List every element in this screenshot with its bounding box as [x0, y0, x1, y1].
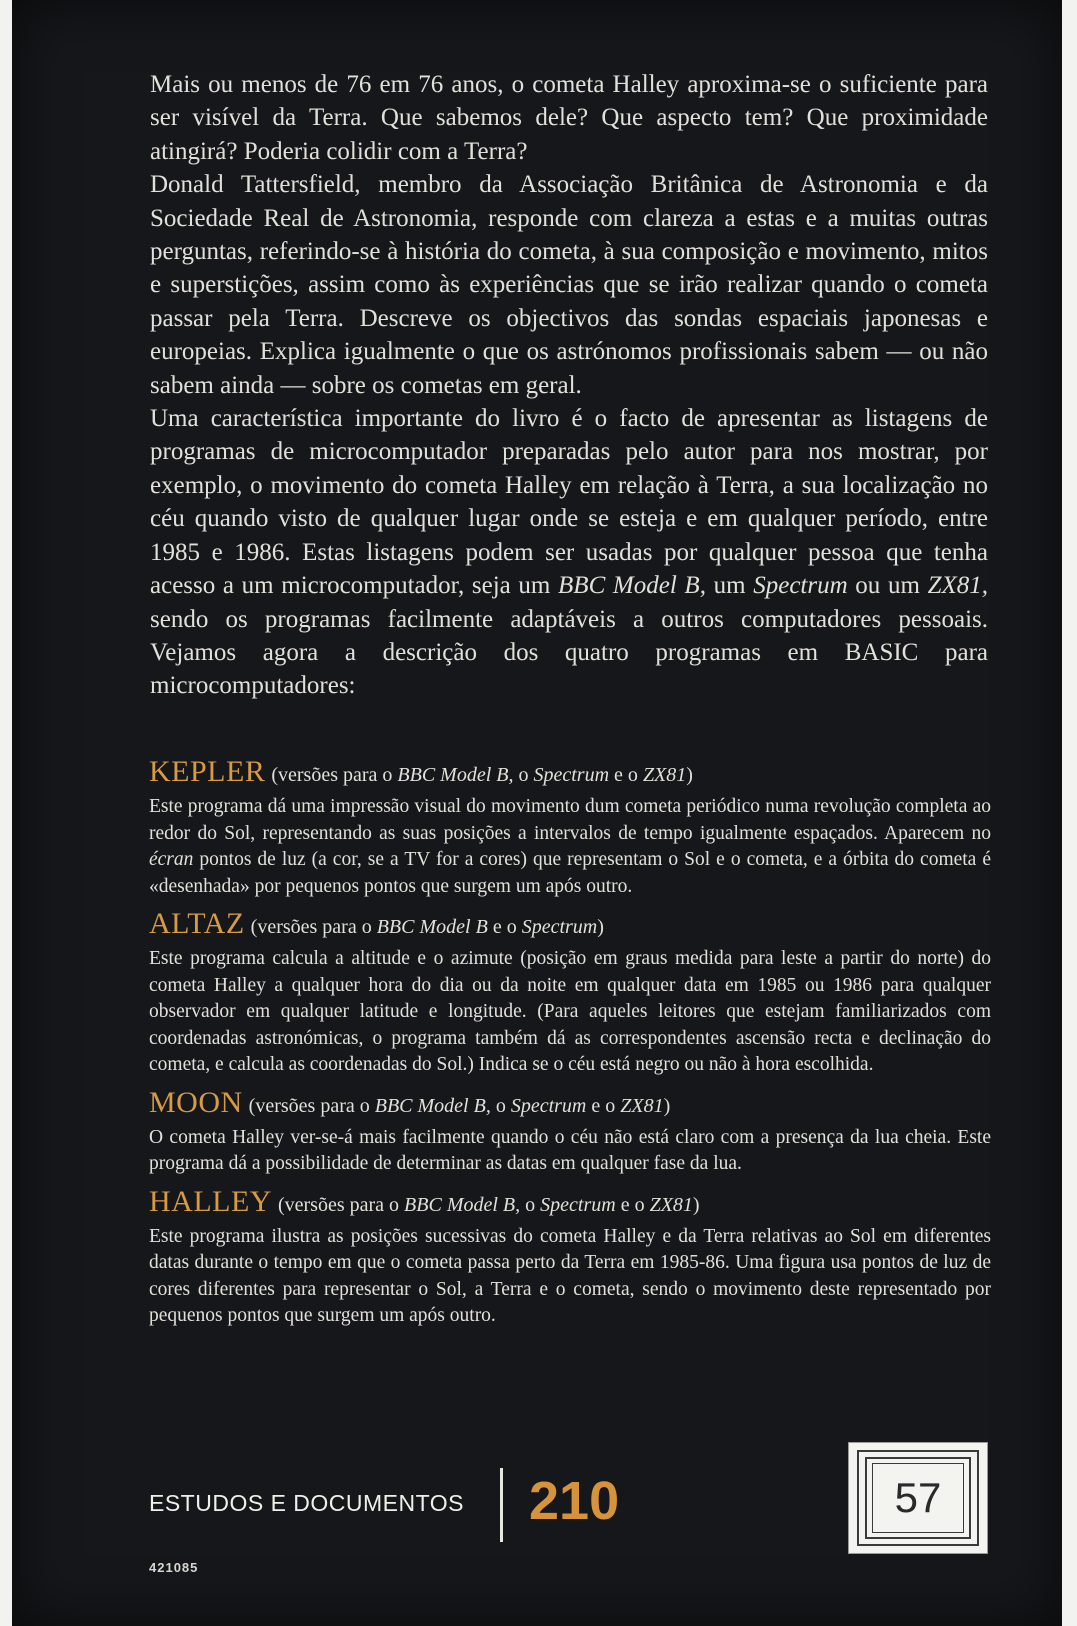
page-edge-right — [1062, 0, 1077, 1626]
intro-p3-text: ou um — [847, 572, 928, 600]
program-entry — [149, 1185, 991, 1330]
versions-segment: (versões para o — [277, 1193, 405, 1216]
program-description — [149, 946, 991, 1079]
intro-paragraph-3 — [150, 402, 988, 703]
description-segment: Este programa ilustra as posições sucessivas do cometa Halley e da Terra relativas ao Sol em diferentes datas durante o tempo em que o cometa passa perto da Terra em 1985-86. Uma figura usa pontos de luz de cores diferentes para representar o Sol, a Terra e o cometa, sendo o movimento deste representado por pequenos pontos que surgem um após outro. — [149, 1225, 991, 1326]
versions-segment: BBC Model B, — [397, 764, 514, 786]
footer-divider — [500, 1468, 503, 1542]
program-name: ALTAZ — [149, 907, 245, 940]
sticker-frame — [865, 1457, 971, 1539]
sticker-number: 57 — [894, 1474, 942, 1521]
versions-segment: e o — [615, 1193, 650, 1216]
versions-segment: (versões para o — [248, 1094, 375, 1117]
program-entry — [149, 755, 991, 900]
program-versions — [249, 1095, 671, 1117]
program-description — [149, 1125, 991, 1178]
description-segment: Este programa dá uma impressão visual do movimento dum cometa periódico numa revolução completa ao redor do Sol, representando as suas posições a intervalos de tempo igualmente espaçados. Aparecem no — [149, 796, 991, 844]
program-versions — [271, 764, 693, 786]
program-name: HALLEY — [149, 1184, 272, 1218]
description-segment: écran — [149, 849, 194, 870]
versions-segment: (versões para o — [271, 764, 398, 786]
intro-paragraph-1: Mais ou menos de 76 em 76 anos, o cometa Halley aproxima-se o suficiente para ser visível da Terra. Que sabemos dele? Que aspecto tem? Que proximidade atingirá? Poderia colidir com a Terra? — [150, 71, 988, 165]
price-sticker — [848, 1442, 988, 1554]
versions-segment: o — [520, 1193, 541, 1216]
program-name: MOON — [149, 1085, 243, 1119]
program-heading — [149, 1086, 991, 1125]
versions-segment: BBC Model B, — [374, 1094, 491, 1117]
catalog-code: 421085 — [149, 1560, 199, 1575]
versions-segment: (versões para o — [250, 916, 377, 938]
intro-p3-spectrum: Spectrum — [753, 572, 848, 600]
versions-segment: Spectrum — [533, 764, 610, 786]
series-number: 210 — [529, 1471, 620, 1531]
program-description — [149, 1224, 991, 1330]
intro-p3-text: sendo os programas facilmente adaptáveis a outros computadores pessoais. Vejamos agora a descrição dos quatro programas em BASIC para microcomputadores: — [150, 605, 988, 700]
versions-segment: Spectrum — [521, 916, 598, 938]
description-segment: pontos de luz (a cor, se a TV for a cores) que representam o Sol e o cometa, e a órbita do cometa é «desenhada» por pequenos pontos que surgem um após outro. — [149, 849, 991, 897]
program-versions — [278, 1194, 700, 1216]
intro-p3-zx81: ZX81, — [927, 572, 988, 600]
versions-segment: e o — [586, 1094, 621, 1117]
versions-segment: BBC Model B, — [404, 1193, 521, 1216]
program-list — [149, 755, 991, 1337]
program-heading — [149, 907, 991, 946]
intro-p3-bbc: BBC Model B, — [558, 572, 706, 600]
versions-segment: ZX81 — [649, 1193, 693, 1216]
versions-segment: ) — [597, 916, 604, 938]
program-heading — [149, 755, 991, 794]
versions-segment: Spectrum — [540, 1193, 616, 1216]
versions-segment: ) — [692, 1193, 700, 1216]
versions-segment: ) — [686, 764, 693, 786]
versions-segment: BBC Model B — [376, 916, 488, 938]
intro-p3-text: um — [705, 572, 754, 600]
versions-segment: Spectrum — [510, 1094, 587, 1117]
program-entry — [149, 1086, 991, 1178]
program-heading — [149, 1185, 991, 1224]
program-name: KEPLER — [149, 755, 266, 788]
versions-segment: ZX81 — [620, 1094, 664, 1117]
sticker-frame — [857, 1450, 979, 1546]
series-title: ESTUDOS E DOCUMENTOS — [149, 1490, 464, 1516]
program-versions — [251, 916, 604, 938]
versions-segment: ) — [663, 1094, 671, 1117]
program-entry — [149, 907, 991, 1079]
versions-segment: ZX81 — [642, 764, 687, 786]
intro-paragraph-2: Donald Tattersfield, membro da Associação Britânica de Astronomia e da Sociedade Real de Astronomia, responde com clareza a estas e a muitas outras perguntas, referindo-se à história do cometa, à sua composição e movimento, mitos e superstições, assim como às experiências que se irão realizar quando o cometa passar pela Terra. Descreve os objectivos das sondas espaciais japonesas e europeias. Explica igualmente o que os astrónomos profissionais sabem — ou não sabem ainda — sobre os cometas em geral. — [150, 171, 988, 399]
versions-segment: e o — [487, 916, 522, 938]
versions-segment: e o — [609, 764, 643, 786]
versions-segment: o — [490, 1094, 511, 1117]
description-segment: O cometa Halley ver-se-á mais facilmente quando o céu não está claro com a presença da lua cheia. Este programa dá a possibilidade de determinar as datas em qualquer fase da lua. — [149, 1126, 991, 1174]
intro-p3-text: Uma característica importante do livro é o facto de apresentar as listagens de programas de microcomputador preparadas pelo autor para nos mostrar, por exemplo, o movimento do cometa Halley em relação à Terra, a sua localização no céu quando visto de qualquer lugar onde se esteja e em qualquer período, entre 1985 e 1986. Estas listagens podem ser usadas por qualquer pessoa que tenha acesso a um microcomputador, seja um — [150, 405, 988, 600]
intro-text — [150, 68, 988, 703]
sticker-frame — [872, 1463, 964, 1533]
program-description — [149, 794, 991, 900]
versions-segment: o — [513, 764, 534, 786]
description-segment: Este programa calcula a altitude e o azimute (posição em graus medida para leste a partir do norte) do cometa Halley a qualquer hora do dia ou da noite em qualquer data em 1985 ou 1986 para qualquer observador em qualquer latitude e longitude. (Para aqueles leitores que estejam familiarizados com coordenadas astronómicas, o programa também dá as correspondentes ascensão recta e declinação do cometa, e calcula as coordenadas do Sol.) Indica se o céu está negro ou não à hora escolhida. — [149, 948, 991, 1075]
